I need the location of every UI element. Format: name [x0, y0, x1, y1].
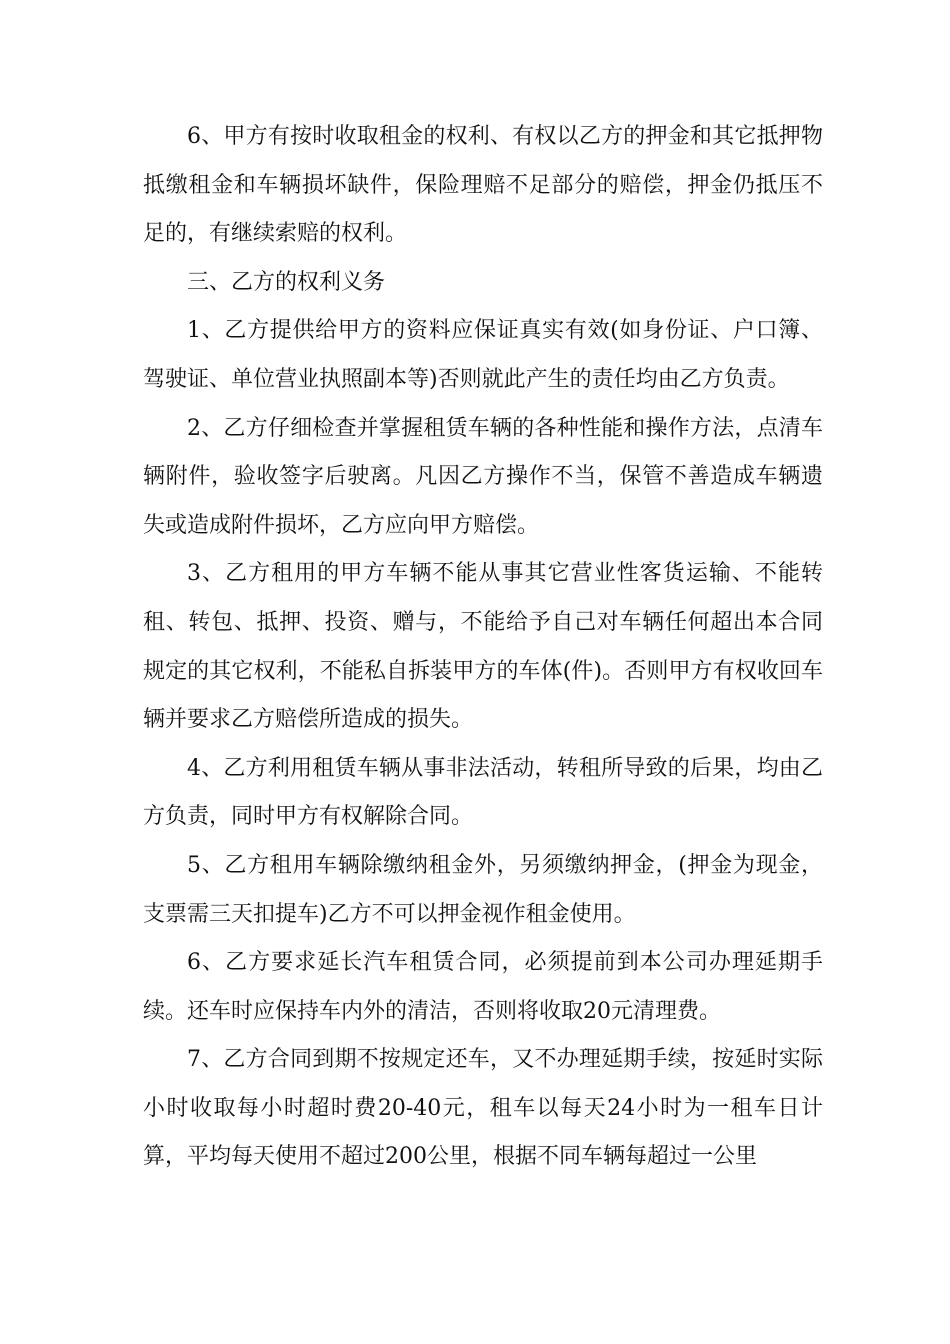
document-body — [143, 113, 823, 1182]
paragraph-tenant-duty-5: 5、乙方租用车辆除缴纳租金外，另须缴纳押金，(押金为现金，支票需三天扣提车)乙方不可以押金视作租金使用。 — [143, 852, 823, 927]
paragraph-tenant-duty-2: 2、乙方仔细检查并掌握租赁车辆的各种性能和操作方法，点清车辆附件，验收签字后驶离。凡因乙方操作不当，保管不善造成车辆遗失或造成附件损坏，乙方应向甲方赔偿。 — [143, 415, 823, 538]
paragraph-tenant-duty-7: 7、乙方合同到期不按规定还车，又不办理延期手续，按延时实际小时收取每小时超时费20-40元，租车以每天24小时为一租车日计算，平均每天使用不超过200公里，根据不同车辆每超过一公里 — [143, 1047, 823, 1170]
paragraph-tenant-duty-1: 1、乙方提供给甲方的资料应保证真实有效(如身份证、户口簿、驾驶证、单位营业执照副本等)否则就此产生的责任均由乙方负责。 — [143, 318, 823, 392]
paragraph-landlord-right-6: 6、甲方有按时收取租金的权利、有权以乙方的押金和其它抵押物抵缴租金和车辆损坏缺件，保险理赔不足部分的赔偿，押金仍抵压不足的，有继续索赔的权利。 — [143, 124, 823, 247]
section-heading-tenant-rights: 三、乙方的权利义务 — [187, 269, 386, 295]
paragraph-tenant-duty-3: 3、乙方租用的甲方车辆不能从事其它营业性客货运输、不能转租、转包、抵押、投资、赠与，不能给予自己对车辆任何超出本合同规定的其它权利，不能私自拆装甲方的车体(件)。否则甲方有权收回车辆并要求乙方赔偿所造成的损失。 — [143, 561, 823, 733]
paragraph-tenant-duty-4: 4、乙方利用租赁车辆从事非法活动，转租所导致的后果，均由乙方负责，同时甲方有权解除合同。 — [143, 755, 823, 830]
paragraph-tenant-duty-6: 6、乙方要求延长汽车租赁合同，必须提前到本公司办理延期手续。还车时应保持车内外的清洁，否则将收取20元清理费。 — [143, 950, 823, 1024]
